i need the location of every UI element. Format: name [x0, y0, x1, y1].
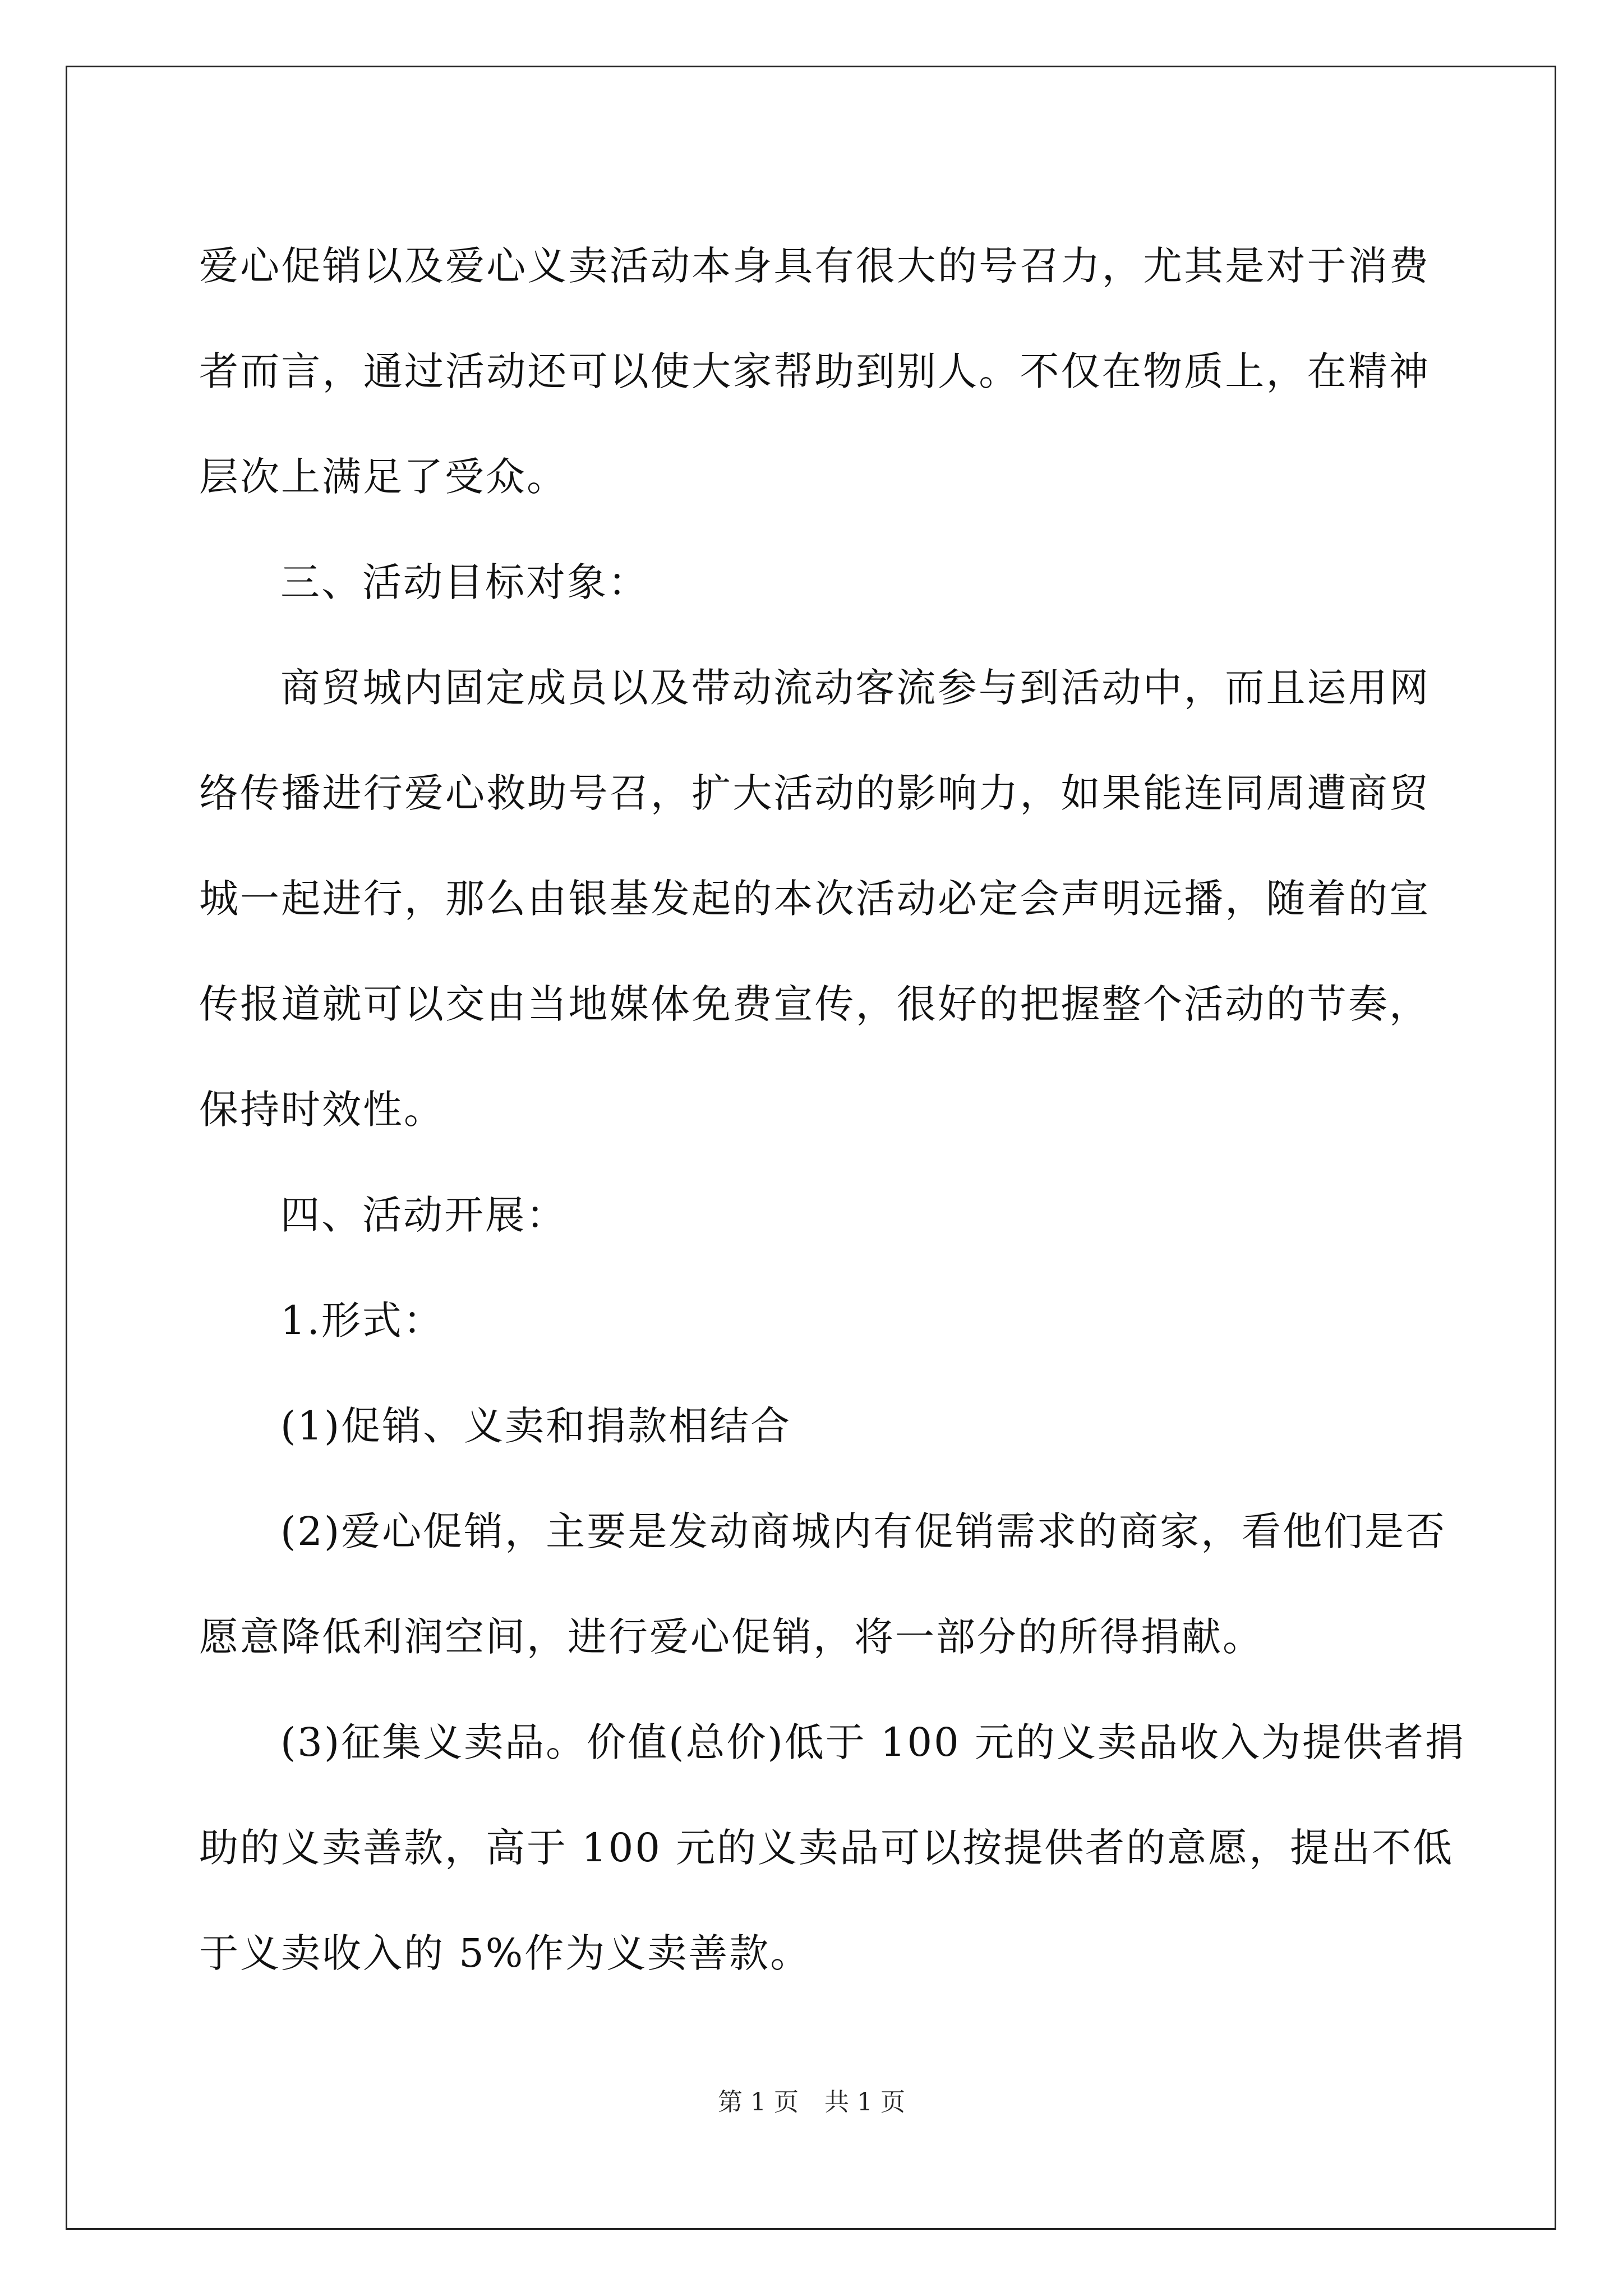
list-item: (3)征集义卖品。价值(总价)低于 100 元的义卖品收入为提供者捐	[280, 1719, 1466, 1765]
document-body	[199, 213, 1466, 2006]
text-line: 保持时效性。	[199, 1087, 445, 1133]
text-line: 者而言，通过活动还可以使大家帮助到别人。不仅在物质上，在精神	[199, 348, 1430, 394]
page-number: 第 1 页	[718, 2088, 799, 2116]
section-heading: 三、活动目标对象：	[280, 559, 649, 605]
text-line: 爱心促销以及爱心义卖活动本身具有很大的号召力，尤其是对于消费	[199, 243, 1430, 289]
text-line: 于义卖收入的 5%作为义卖善款。	[199, 1930, 811, 1976]
text-line: 愿意降低利润空间，进行爱心促销，将一部分的所得捐献。	[199, 1614, 1264, 1660]
text-line: 助的义卖善款，高于 100 元的义卖品可以按提供者的意愿，提出不低	[199, 1825, 1454, 1871]
text-line: 商贸城内固定成员以及带动流动客流参与到活动中，而且运用网	[280, 665, 1430, 711]
subsection-heading: 1.形式：	[280, 1297, 444, 1343]
text-line: 城一起进行，那么由银基发起的本次活动必定会声明远播，随着的宣	[199, 876, 1430, 922]
section-heading: 四、活动开展：	[280, 1192, 567, 1238]
page-total: 共 1 页	[824, 2088, 905, 2116]
text-line: 传报道就可以交由当地媒体免费宣传，很好的把握整个活动的节奏，	[199, 981, 1430, 1027]
text-line: 层次上满足了受众。	[199, 454, 568, 500]
list-item: (1)促销、义卖和捐款相结合	[280, 1403, 792, 1449]
page-footer	[0, 2086, 1623, 2119]
text-line: 络传播进行爱心救助号召，扩大活动的影响力，如果能连同周遭商贸	[199, 770, 1430, 816]
list-item: (2)爱心促销，主要是发动商城内有促销需求的商家，看他们是否	[280, 1508, 1447, 1554]
